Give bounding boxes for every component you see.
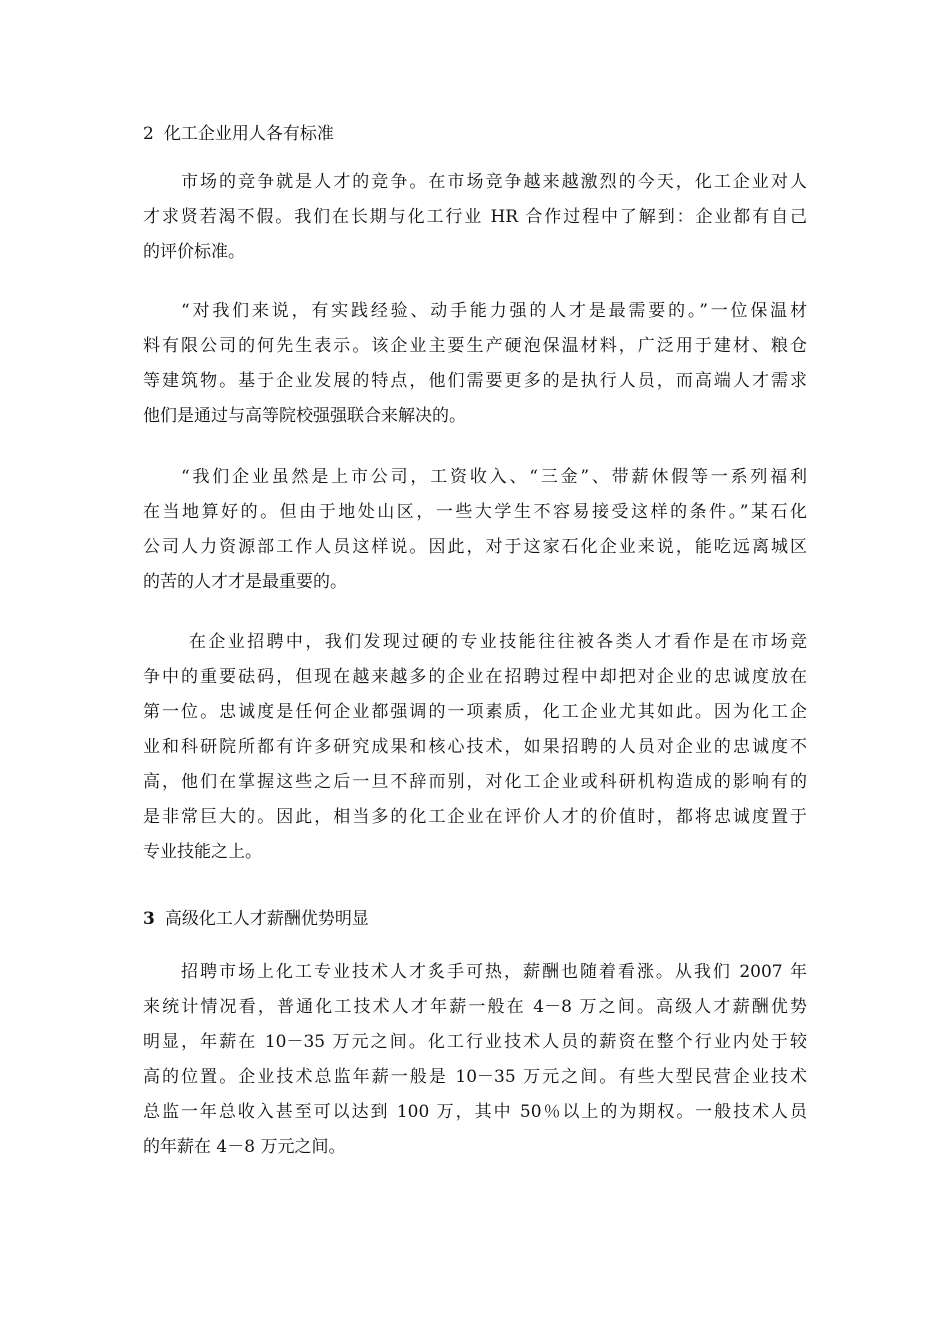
text-line: 来统计情况看，普通化工技术人才年薪一般在 4－8 万之间。高级人才薪酬优势: [143, 997, 807, 1017]
paragraph: [143, 294, 807, 434]
text-line: 等建筑物。基于企业发展的特点，他们需要更多的是执行人员，而高端人才需求: [143, 371, 807, 391]
paragraph: [143, 460, 807, 600]
paragraph: [143, 625, 807, 870]
paragraph: [143, 955, 807, 1165]
text-line: 招聘市场上化工专业技术人才炙手可热，薪酬也随着看涨。从我们 2007 年: [181, 962, 807, 982]
paragraph: [143, 165, 807, 270]
text-line: 市场的竞争就是人才的竞争。在市场竞争越来越激烈的今天，化工企业对人: [181, 172, 807, 192]
text-line: 专业技能之上。: [143, 842, 262, 862]
text-line: 的苦的人才才是最重要的。: [143, 572, 347, 592]
section-number: 2: [143, 124, 154, 144]
text-line: “我们企业虽然是上市公司，工资收入、“三金”、带薪休假等一系列福利: [181, 467, 807, 487]
text-line: 料有限公司的何先生表示。该企业主要生产硬泡保温材料，广泛用于建材、粮仓: [143, 336, 807, 356]
text-line: 公司人力资源部工作人员这样说。因此，对于这家石化企业来说，能吃远离城区: [143, 537, 807, 557]
text-line: 总监一年总收入甚至可以达到 100 万，其中 50％以上的为期权。一般技术人员: [143, 1102, 807, 1122]
section-heading: [143, 123, 334, 145]
text-line: 的年薪在 4－8 万元之间。: [143, 1137, 346, 1157]
text-line: 他们是通过与高等院校强强联合来解决的。: [143, 406, 466, 426]
text-line: 是非常巨大的。因此，相当多的化工企业在评价人才的价值时，都将忠诚度置于: [143, 807, 807, 827]
text-line: 争中的重要砝码，但现在越来越多的企业在招聘过程中却把对企业的忠诚度放在: [143, 667, 807, 687]
text-line: 业和科研院所都有许多研究成果和核心技术，如果招聘的人员对企业的忠诚度不: [143, 737, 807, 757]
text-line: 明显，年薪在 10－35 万元之间。化工行业技术人员的薪资在整个行业内处于较: [143, 1032, 807, 1052]
text-line: 第一位。忠诚度是任何企业都强调的一项素质，化工企业尤其如此。因为化工企: [143, 702, 807, 722]
section-title: 化工企业用人各有标准: [163, 124, 334, 144]
text-line: 的评价标准。: [143, 242, 245, 262]
text-line: “对我们来说，有实践经验、动手能力强的人才是最需要的。”一位保温材: [181, 301, 807, 321]
text-line: 高，他们在掌握这些之后一旦不辞而别，对化工企业或科研机构造成的影响有的: [143, 772, 807, 792]
text-line: 高的位置。企业技术总监年薪一般是 10－35 万元之间。有些大型民营企业技术: [143, 1067, 807, 1087]
text-line: 在当地算好的。但由于地处山区，一些大学生不容易接受这样的条件。”某石化: [143, 502, 807, 522]
section-title: 高级化工人才薪酬优势明显: [164, 909, 369, 929]
text-line: 在企业招聘中，我们发现过硬的专业技能往往被各类人才看作是在市场竞: [189, 632, 807, 652]
text-line: 才求贤若渴不假。我们在长期与化工行业 HR 合作过程中了解到：企业都有自己: [143, 207, 807, 227]
section-number: 3: [143, 909, 155, 929]
section-heading: [143, 908, 369, 930]
